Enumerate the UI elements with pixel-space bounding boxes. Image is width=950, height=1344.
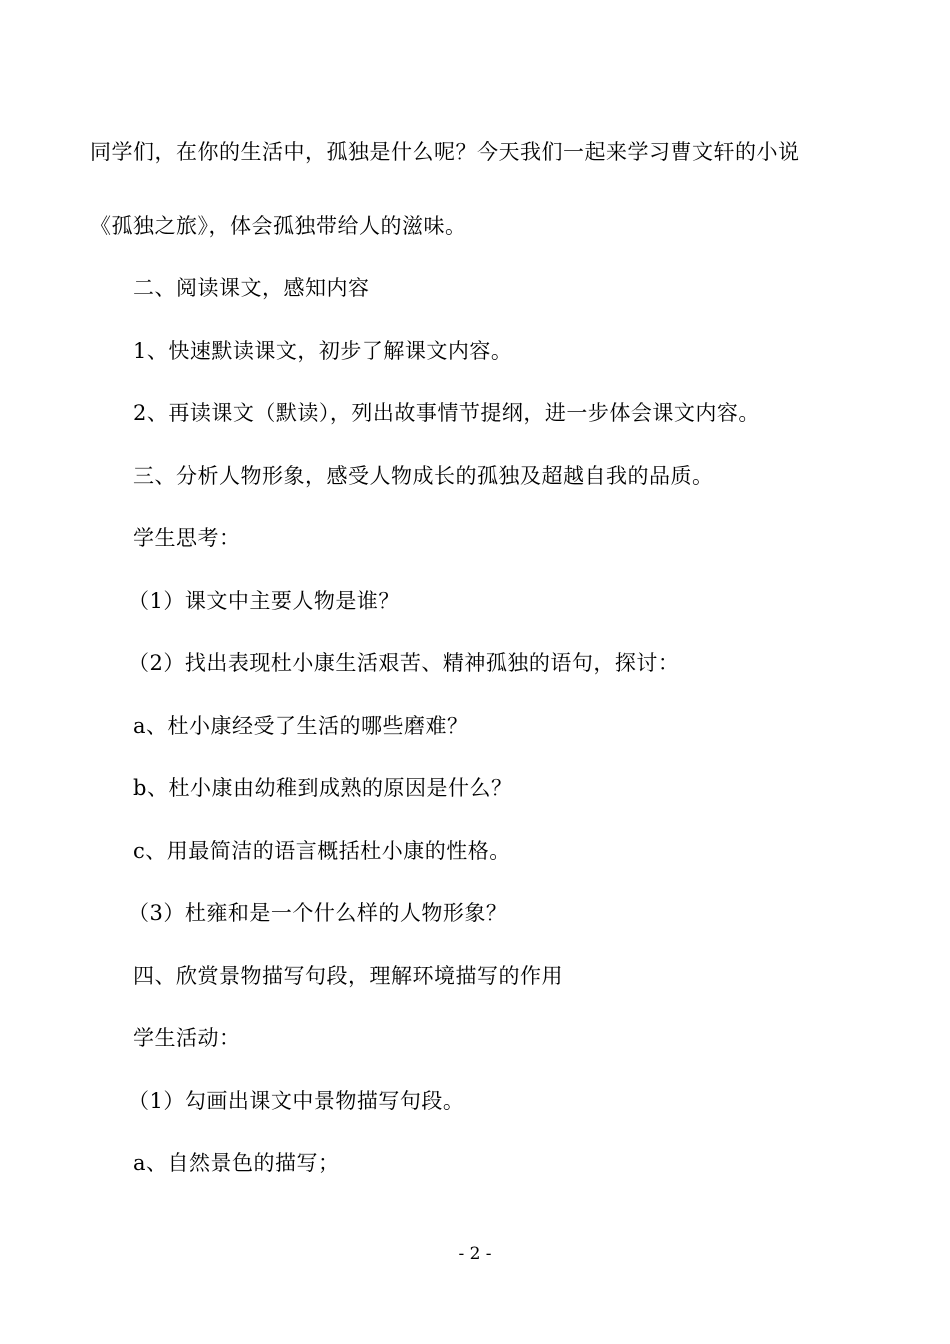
page-number: - 2 - <box>458 1244 492 1264</box>
section-heading-4: 四、欣赏景物描写句段，理解环境描写的作用 <box>133 964 563 988</box>
student-activity-label: 学生活动： <box>133 1026 241 1050</box>
section-heading-2: 二、阅读课文，感知内容 <box>133 276 370 300</box>
paragraph-intro-line-2: 《孤独之旅》，体会孤独带给人的滋味。 <box>90 214 467 238</box>
question-3: （3）杜雍和是一个什么样的人物形象？ <box>128 901 508 925</box>
sub-question-c: c、用最简洁的语言概括杜小康的性格。 <box>133 839 511 863</box>
student-thinking-label: 学生思考： <box>133 526 241 550</box>
activity-1: （1）勾画出课文中景物描写句段。 <box>128 1089 465 1113</box>
activity-sub-a: a、自然景色的描写； <box>133 1151 340 1175</box>
paragraph-intro-line-1: 同学们，在你的生活中，孤独是什么呢？今天我们一起来学习曹文轩的小说 <box>90 140 800 164</box>
section-heading-3: 三、分析人物形象，感受人物成长的孤独及超越自我的品质。 <box>133 464 714 488</box>
question-1: （1）课文中主要人物是谁？ <box>128 589 400 613</box>
question-2: （2）找出表现杜小康生活艰苦、精神孤独的语句，探讨： <box>128 651 680 675</box>
sub-question-b: b、杜小康由幼稚到成熟的原因是什么？ <box>133 776 513 800</box>
sub-question-a: a、杜小康经受了生活的哪些磨难？ <box>133 714 469 738</box>
list-item-2: 2、再读课文（默读），列出故事情节提纲，进一步体会课文内容。 <box>133 401 760 425</box>
list-item-1: 1、快速默读课文，初步了解课文内容。 <box>133 339 513 363</box>
